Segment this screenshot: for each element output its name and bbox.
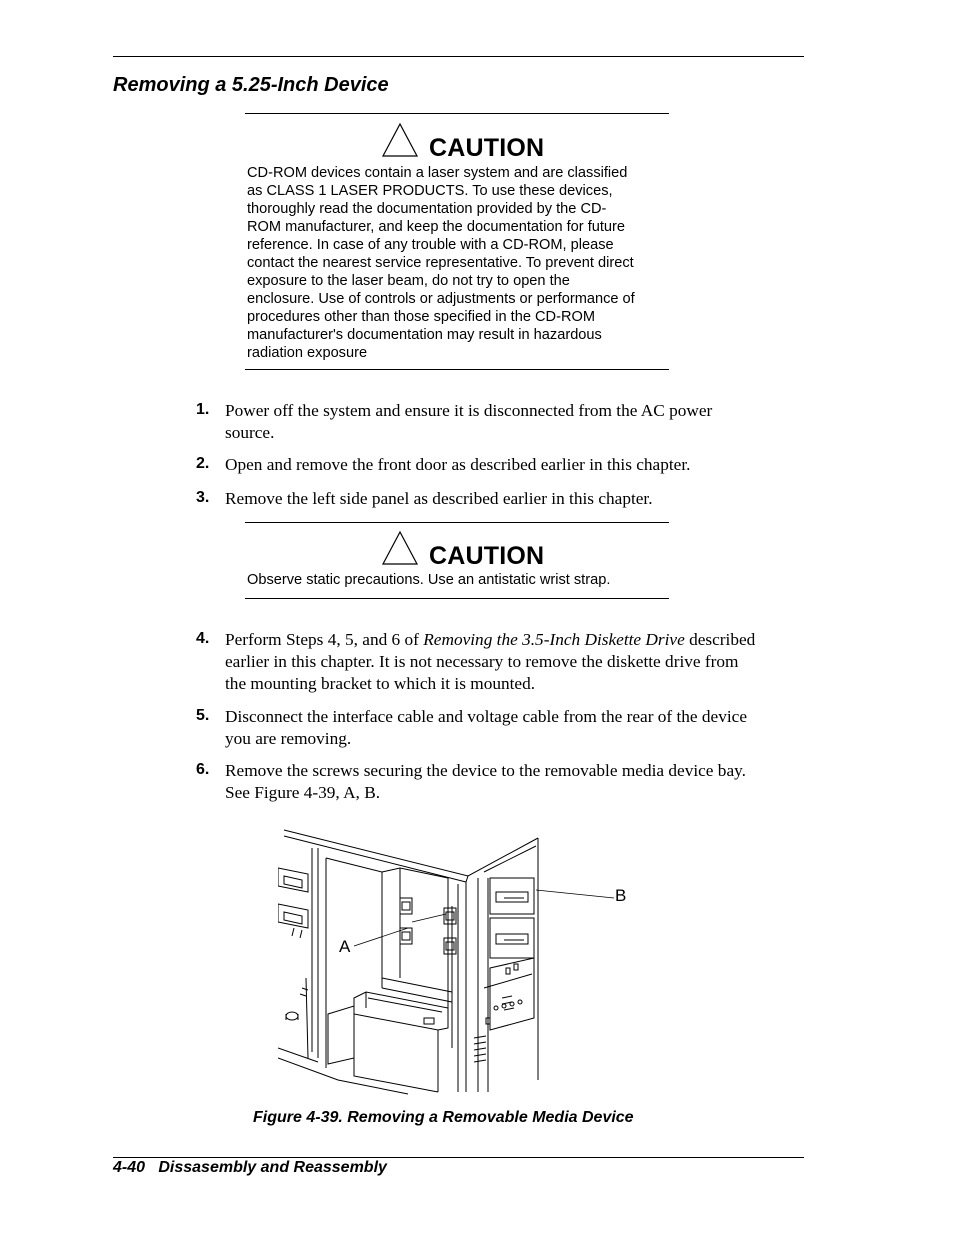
step-line: Open and remove the front door as described earlier in this chapter. xyxy=(225,455,691,474)
caution2-line: Observe static precautions. Use an antistatic wrist strap. xyxy=(247,572,611,588)
caution1-line: procedures other than those specified in the CD-ROM xyxy=(247,309,595,325)
caution1-top-rule xyxy=(245,113,669,114)
step-line xyxy=(225,629,805,651)
chassis-line-art xyxy=(278,818,638,1096)
caution1-line: manufacturer's documentation may result in hazardous xyxy=(247,327,602,343)
step-text xyxy=(225,706,805,750)
caution2-header xyxy=(245,536,669,574)
caution1-line: radiation exposure xyxy=(247,345,368,361)
caution1-box xyxy=(245,128,669,361)
step-line: the mounting bracket to which it is mounted. xyxy=(225,674,536,693)
caution1-line: thoroughly read the documentation provided by the CD- xyxy=(247,201,607,217)
step-line: Disconnect the interface cable and voltage cable from the rear of the device xyxy=(225,707,748,726)
footer-rule xyxy=(113,1157,804,1158)
step-number: 3. xyxy=(196,489,210,506)
step-number: 1. xyxy=(196,401,210,418)
step-number: 2. xyxy=(196,455,210,472)
caution1-line: reference. In case of any trouble with a CD-ROM, please xyxy=(247,237,614,253)
step-line: Power off the system and ensure it is disconnected from the AC power xyxy=(225,401,713,420)
step-number: 4. xyxy=(196,630,210,647)
caution1-line: exposure to the laser beam, do not try to open the xyxy=(247,273,570,289)
caution1-header xyxy=(245,128,669,166)
step-text xyxy=(225,454,805,476)
step-line-part: described xyxy=(684,630,756,649)
caution2-top-rule xyxy=(245,522,669,523)
warning-triangle-icon xyxy=(381,122,419,158)
step-text xyxy=(225,488,805,510)
step-line-part: Perform Steps 4, 5, and 6 of xyxy=(225,630,424,649)
caution1-line: ROM manufacturer, and keep the documentation for future xyxy=(247,219,626,235)
caution2-box xyxy=(245,536,669,588)
caution1-text xyxy=(247,164,671,362)
step-number: 5. xyxy=(196,707,210,724)
caution1-line: contact the nearest service representative. To prevent direct xyxy=(247,255,634,271)
caution1-line: CD-ROM devices contain a laser system and are classified xyxy=(247,165,628,181)
figure-label-b: B xyxy=(615,886,627,905)
caution1-line: enclosure. Use of controls or adjustments or performance of xyxy=(247,291,635,307)
figure-caption: Figure 4-39. Removing a Removable Media Device xyxy=(253,1109,634,1126)
step-text xyxy=(225,400,805,444)
step-line: See Figure 4-39, A, B. xyxy=(225,783,381,802)
step-text xyxy=(225,629,805,695)
warning-triangle-icon xyxy=(381,530,419,566)
step-line: source. xyxy=(225,423,275,442)
caution2-heading: CAUTION xyxy=(429,542,545,570)
header-rule xyxy=(113,56,804,57)
step-text xyxy=(225,760,805,804)
caution1-line: as CLASS 1 LASER PRODUCTS. To use these devices, xyxy=(247,183,613,199)
step-reference-title: Removing the 3.5-Inch Diskette Drive xyxy=(423,630,685,649)
page-footer: 4-40 Dissasembly and Reassembly xyxy=(113,1159,387,1176)
caution2-bottom-rule xyxy=(245,598,669,599)
section-title: Removing a 5.25-Inch Device xyxy=(113,74,389,96)
step-line: Remove the left side panel as described earlier in this chapter. xyxy=(225,489,653,508)
figure-label-a: A xyxy=(339,937,351,956)
caution1-heading: CAUTION xyxy=(429,134,545,162)
step-line: you are removing. xyxy=(225,729,352,748)
step-number: 6. xyxy=(196,761,210,778)
caution2-text xyxy=(247,571,671,589)
caution1-bottom-rule xyxy=(245,369,669,370)
figure-chassis-drawing xyxy=(278,818,638,1096)
step-line: Remove the screws securing the device to the removable media device bay. xyxy=(225,761,746,780)
step-line: earlier in this chapter. It is not necessary to remove the diskette drive from xyxy=(225,652,739,671)
